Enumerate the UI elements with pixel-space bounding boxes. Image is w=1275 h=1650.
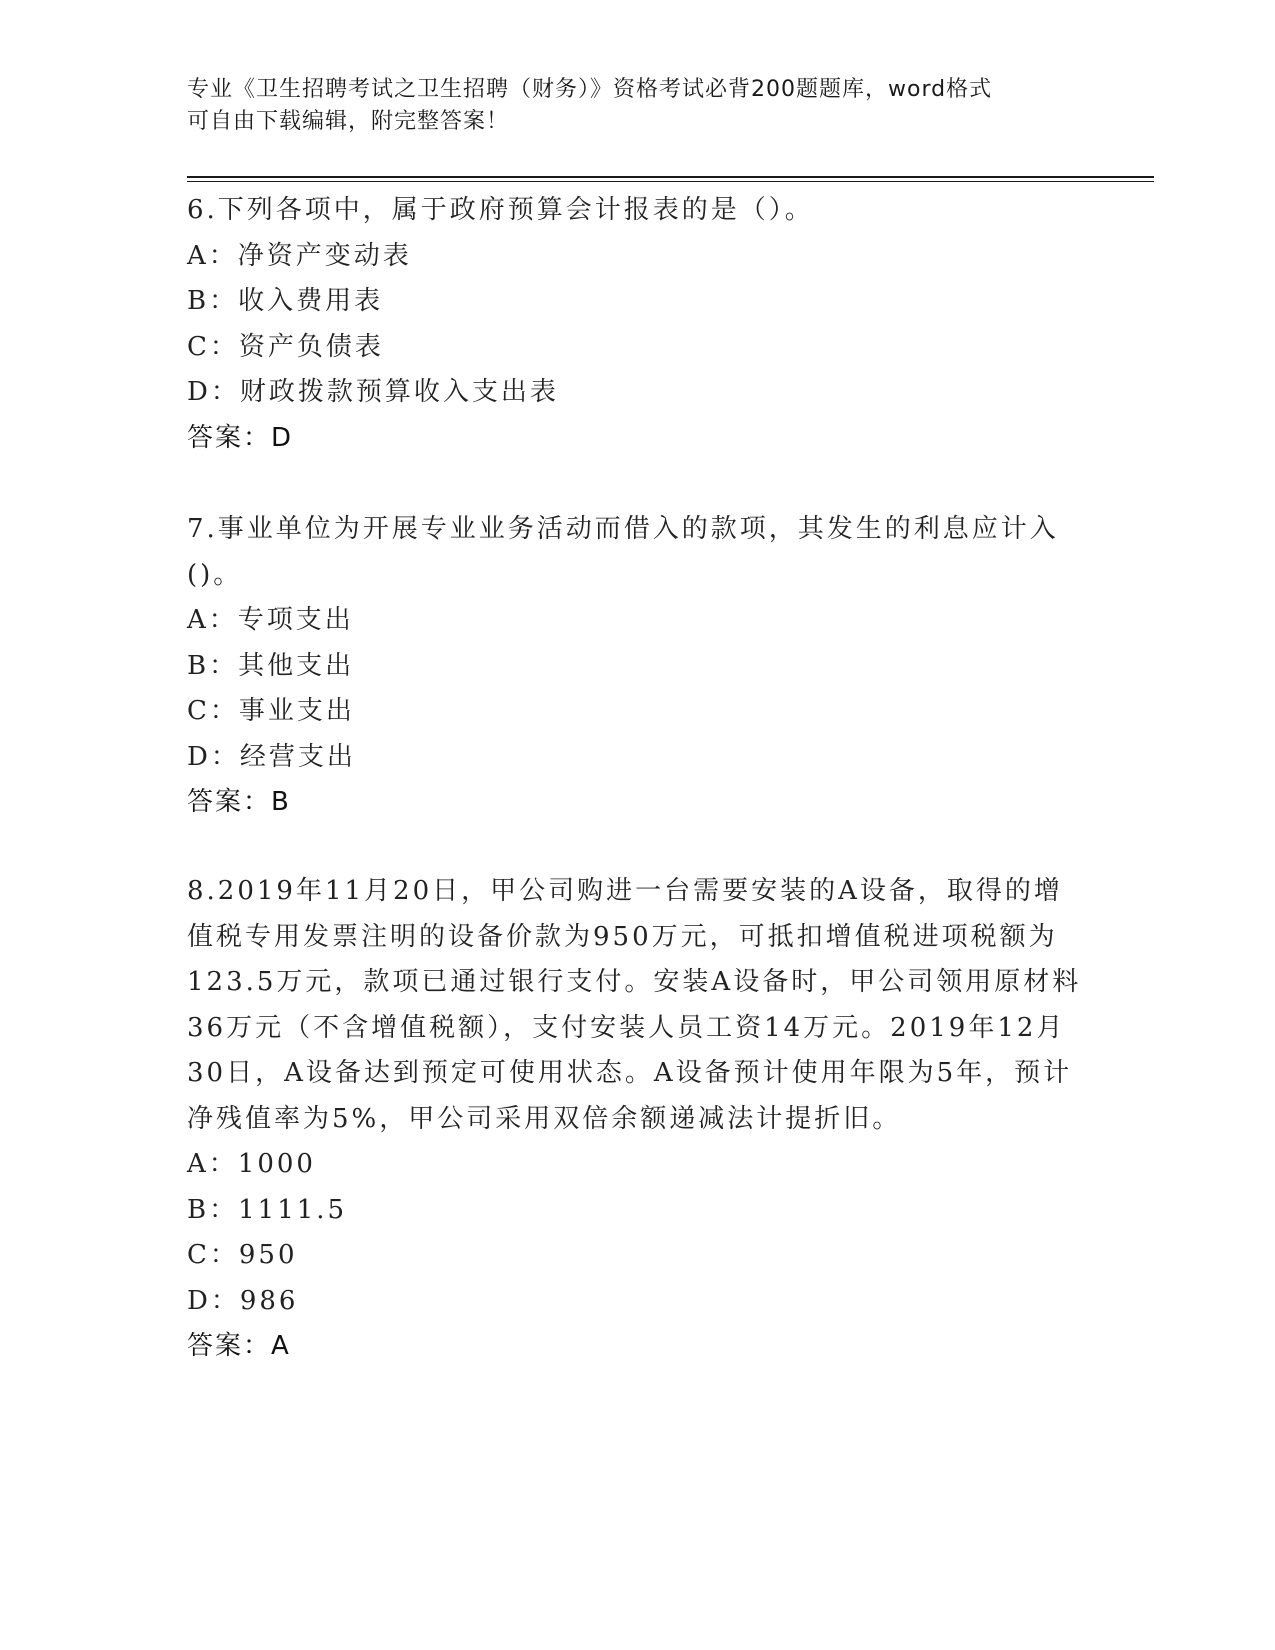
answer-label: 答案：D xyxy=(187,422,294,453)
option-d: D：财政拨款预算收入支出表 xyxy=(187,377,559,407)
option-c: C：事业支出 xyxy=(187,696,355,726)
option-b: B：收入费用表 xyxy=(187,286,384,316)
header-title-line-1: 专业《卫生招聘考试之卫生招聘（财务）》资格考试必背200题题库，word格式 xyxy=(187,77,993,102)
option-c: C：资产负债表 xyxy=(187,331,384,362)
question-text: 值税专用发票注明的设备价款为950万元，可抵扣增值税进项税额为 xyxy=(187,921,1058,952)
option-d: D：986 xyxy=(187,1285,299,1316)
option-d: D：经营支出 xyxy=(187,741,356,772)
header-title-line-2: 可自由下载编辑，附完整答案！ xyxy=(187,109,510,134)
question-text: 净残值率为5%，甲公司采用双倍余额递减法计提折旧。 xyxy=(187,1103,902,1134)
header-divider-thick xyxy=(187,176,1154,178)
question-text: 7.事业单位为开展专业业务活动而借入的款项，其发生的利息应计入 xyxy=(187,514,1059,544)
question-text: ()。 xyxy=(187,559,243,590)
option-c: C：950 xyxy=(187,1240,298,1270)
question-8 xyxy=(187,869,1087,1370)
option-a: A：净资产变动表 xyxy=(187,240,412,271)
option-a: A：专项支出 xyxy=(187,605,354,635)
option-a: A：1000 xyxy=(187,1149,316,1179)
option-b: B：其他支出 xyxy=(187,650,355,681)
header-divider-thin xyxy=(187,181,1154,182)
question-text: 123.5万元，款项已通过银行支付。安装A设备时，甲公司领用原材料 xyxy=(187,967,1082,997)
question-text: 36万元（不含增值税额），支付安装人员工资14万元。2019年12月 xyxy=(187,1012,1066,1043)
question-7 xyxy=(187,507,1087,826)
answer-label: 答案：B xyxy=(187,787,291,817)
document-header xyxy=(187,74,1067,138)
question-text: 8.2019年11月20日，甲公司购进一台需要安装的A设备，取得的增 xyxy=(187,876,1063,906)
question-6 xyxy=(187,188,1087,461)
answer-label: 答案：A xyxy=(187,1331,291,1361)
option-b: B：1111.5 xyxy=(187,1194,348,1225)
question-text: 30日，A设备达到预定可使用状态。A设备预计使用年限为5年，预计 xyxy=(187,1058,1073,1088)
question-text: 6.下列各项中，属于政府预算会计报表的是（）。 xyxy=(187,195,814,225)
